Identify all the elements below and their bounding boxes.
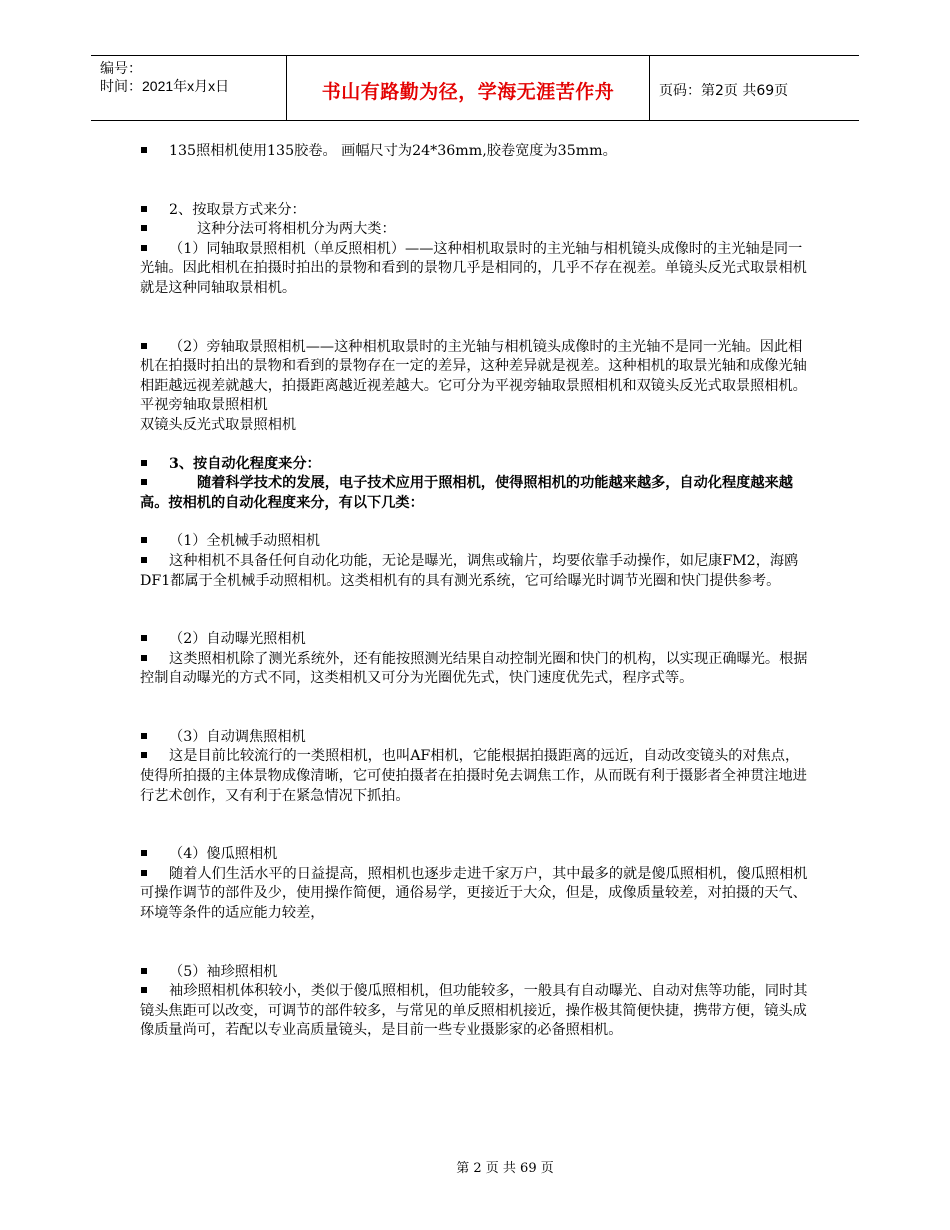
bullet-icon xyxy=(141,850,147,856)
bullet-icon xyxy=(141,460,147,466)
subsection-heading: （3）自动调焦照相机 xyxy=(140,728,812,748)
bullet-icon xyxy=(141,733,147,739)
subsection-heading: （2）自动曝光照相机 xyxy=(140,630,812,650)
header-motto: 书山有路勤为径，学海无涯苦作舟 xyxy=(287,56,650,120)
document-time-label: 时间：2021年x月x日 xyxy=(100,78,230,94)
page-footer: 第 2 页 共 69 页 xyxy=(456,1161,554,1176)
document-number-label: 编号： xyxy=(100,60,142,76)
bullet-icon xyxy=(141,225,147,231)
bullet-icon xyxy=(141,987,147,993)
bullet-icon xyxy=(141,537,147,543)
bullet-icon xyxy=(141,206,147,212)
subsection-heading: （1）全机械手动照相机 xyxy=(140,532,812,552)
bullet-icon xyxy=(141,147,147,153)
header-meta xyxy=(91,56,287,120)
paragraph: 袖珍照相机体积较小，类似于傻瓜照相机，但功能较多，一般具有自动曝光、自动对焦等功能，同时其镜头焦距可以改变，可调节的部件较多，与常见的单反照相机接近，操作极其简便快捷，携带方便，镜头成像质量尚可，若配以专业高质量镜头，是目前一些专业摄影家的必备照相机。 xyxy=(140,983,808,1039)
bullet-icon xyxy=(141,752,147,758)
paragraph: 这类照相机除了测光系统外，还有能按照测光结果自动控制光圈和快门的机构，以实现正确曝光。根据控制自动曝光的方式不同，这类相机又可分为光圈优先式，快门速度优先式，程序式等。 xyxy=(140,650,808,687)
section-heading: 2、按取景方式来分： xyxy=(140,201,812,221)
subsection-heading: （4）傻瓜照相机 xyxy=(140,845,812,865)
paragraph: 随着人们生活水平的日益提高，照相机也逐步走进千家万户，其中最多的就是傻瓜照相机，傻瓜照相机可操作调节的部件及少，使用操作简便，通俗易学，更接近于大众，但是，成像质量较差，对拍摄的天气、环境等条件的适应能力较差， xyxy=(140,865,808,922)
bullet-icon xyxy=(141,479,147,485)
subsection-heading: （5）袖珍照相机 xyxy=(140,963,812,983)
paragraph: 135照相机使用135胶卷。 画幅尺寸为24*36mm,胶卷宽度为35mm。 xyxy=(140,142,812,162)
bullet-icon xyxy=(141,968,147,974)
paragraph: 这是目前比较流行的一类照相机，也叫AF相机，它能根据拍摄距离的远近，自动改变镜头的对焦点，使得所拍摄的主体景物成像清晰，它可使拍摄者在拍摄时免去调焦工作，从而既有利于摄影者全神贯注地进行艺术创作，又有利于在紧急情况下抓拍。 xyxy=(140,748,807,804)
paragraph: 双镜头反光式取景照相机 xyxy=(140,416,297,433)
bullet-icon xyxy=(141,343,147,349)
bullet-icon xyxy=(141,557,147,563)
page-header xyxy=(91,55,859,121)
paragraph: 随着科学技术的发展，电子技术应用于照相机，使得照相机的功能越来越多，自动化程度越来越高。按相机的自动化程度来分，有以下几类： xyxy=(140,475,793,511)
paragraph: 这种分法可将相机分为两大类： xyxy=(140,220,812,240)
bullet-icon xyxy=(141,635,147,641)
bullet-icon xyxy=(141,245,147,251)
paragraph: 这种相机不具备任何自动化功能，无论是曝光，调焦或输片，均要依靠手动操作，如尼康FM2，海鸥DF1都属于全机械手动照相机。这类相机有的具有测光系统，它可给曝光时调节光圈和快门提供参考。 xyxy=(140,552,799,589)
document-body xyxy=(140,142,812,1041)
bullet-icon xyxy=(141,870,147,876)
paragraph: （2）旁轴取景照相机——这种相机取景时的主光轴与相机镜头成像时的主光轴不是同一光轴。因此相机在拍摄时拍出的景物和看到的景物存在一定的差异，这种差异就是视差。这种相机的取景光轴和成像光轴相距越远视差就越大，拍摄距离越近视差越大。它可分为平视旁轴取景照相机和双镜头反光式取景照相机。 xyxy=(140,338,807,394)
bullet-icon xyxy=(141,655,147,661)
section-heading: 3、按自动化程度来分： xyxy=(140,455,812,475)
header-page-info: 页码：第2页 共69页 xyxy=(659,83,789,99)
paragraph: 平视旁轴取景照相机 xyxy=(140,397,268,414)
paragraph: （1）同轴取景照相机（单反照相机）——这种相机取景时的主光轴与相机镜头成像时的主光轴是同一光轴。因此相机在拍摄时拍出的景物和看到的景物几乎是相同的，几乎不存在视差。单镜头反光式取景相机就是这种同轴取景相机。 xyxy=(140,240,807,296)
